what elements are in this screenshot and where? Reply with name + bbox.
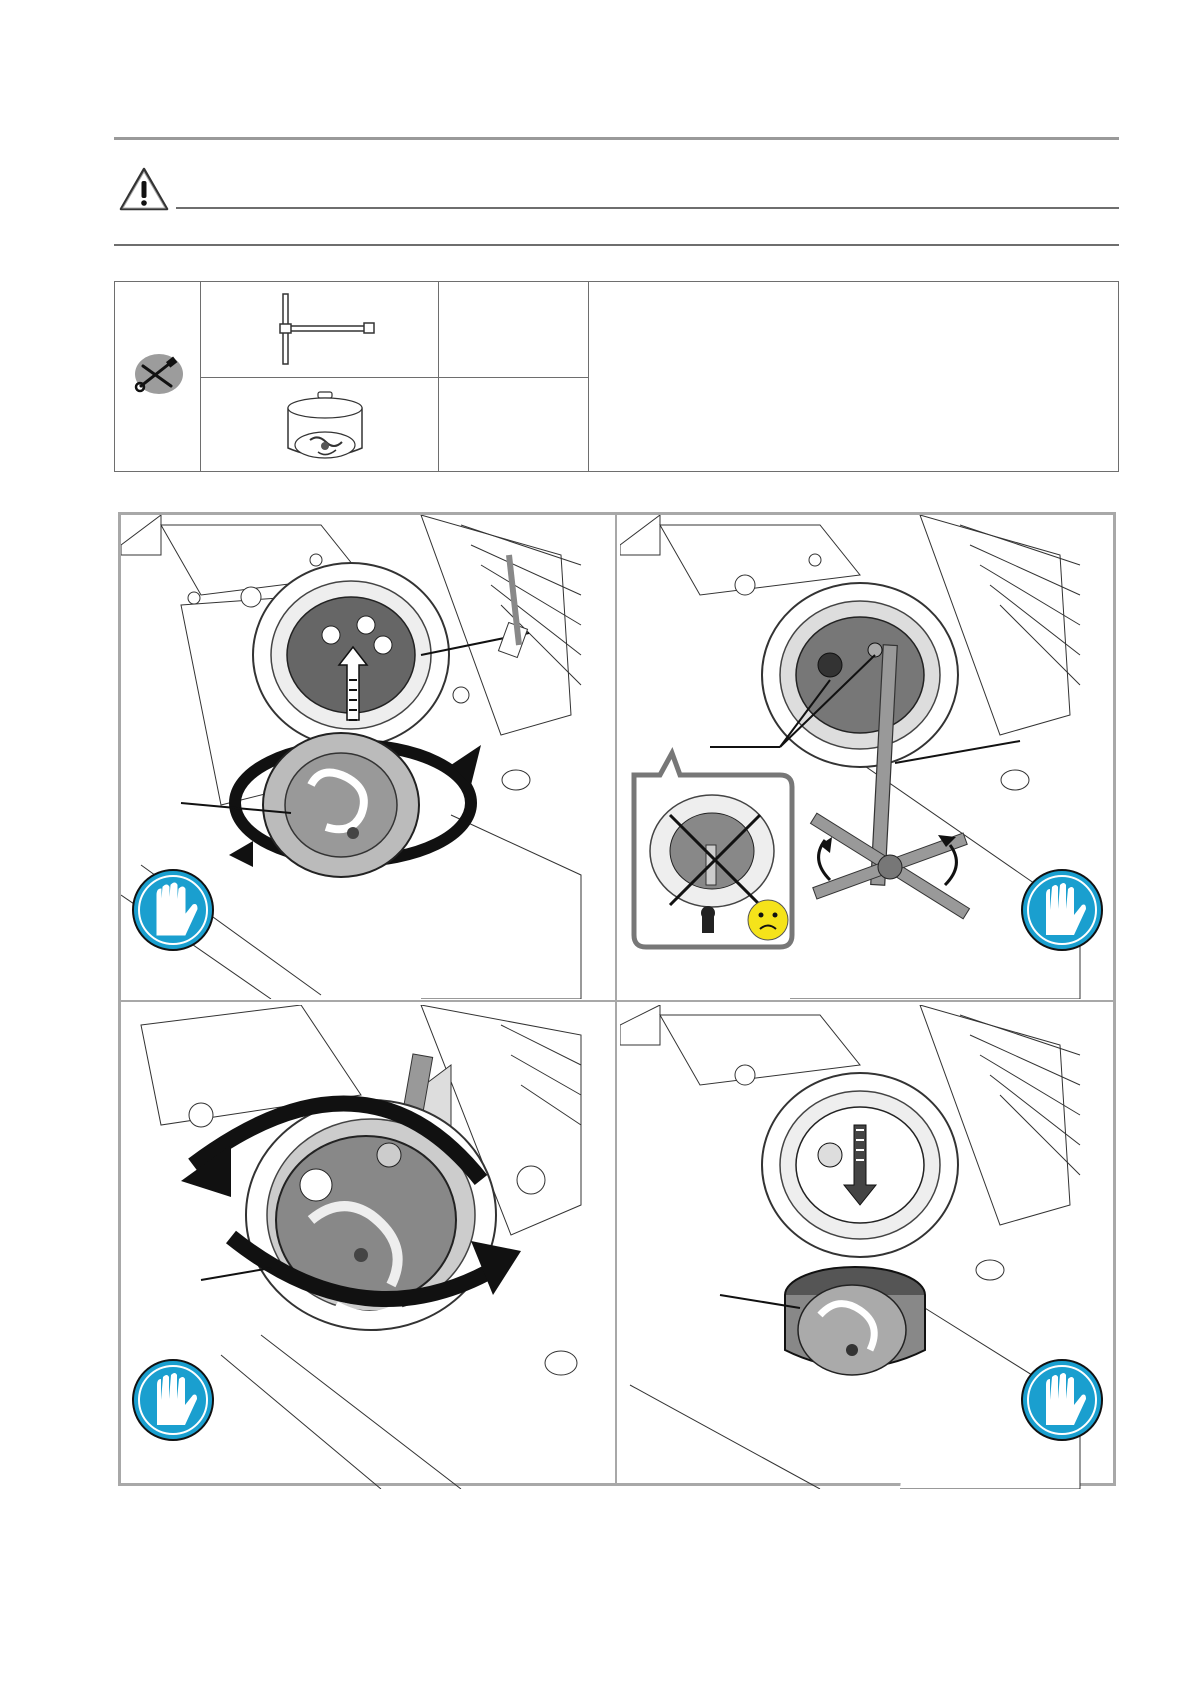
hook-adjustment-gauge-icon [280,390,370,473]
step-1-panel [121,515,613,999]
warning-triangle-icon [118,166,170,212]
header-top-rule [114,137,1119,140]
warning-rule [176,207,1119,209]
tools-table [114,281,1119,472]
sad-face-icon [748,900,788,940]
tools-icon [131,352,183,401]
panel-divider-vertical [615,515,617,1483]
t-handle-hex-key-icon [270,290,380,377]
procedure-figure [118,512,1116,1486]
header-bottom-rule [114,244,1119,246]
step-4-panel [620,1005,1112,1489]
panel-divider-horizontal [121,1000,1113,1002]
step-3-panel [121,1005,613,1489]
step-2-panel [620,515,1112,999]
